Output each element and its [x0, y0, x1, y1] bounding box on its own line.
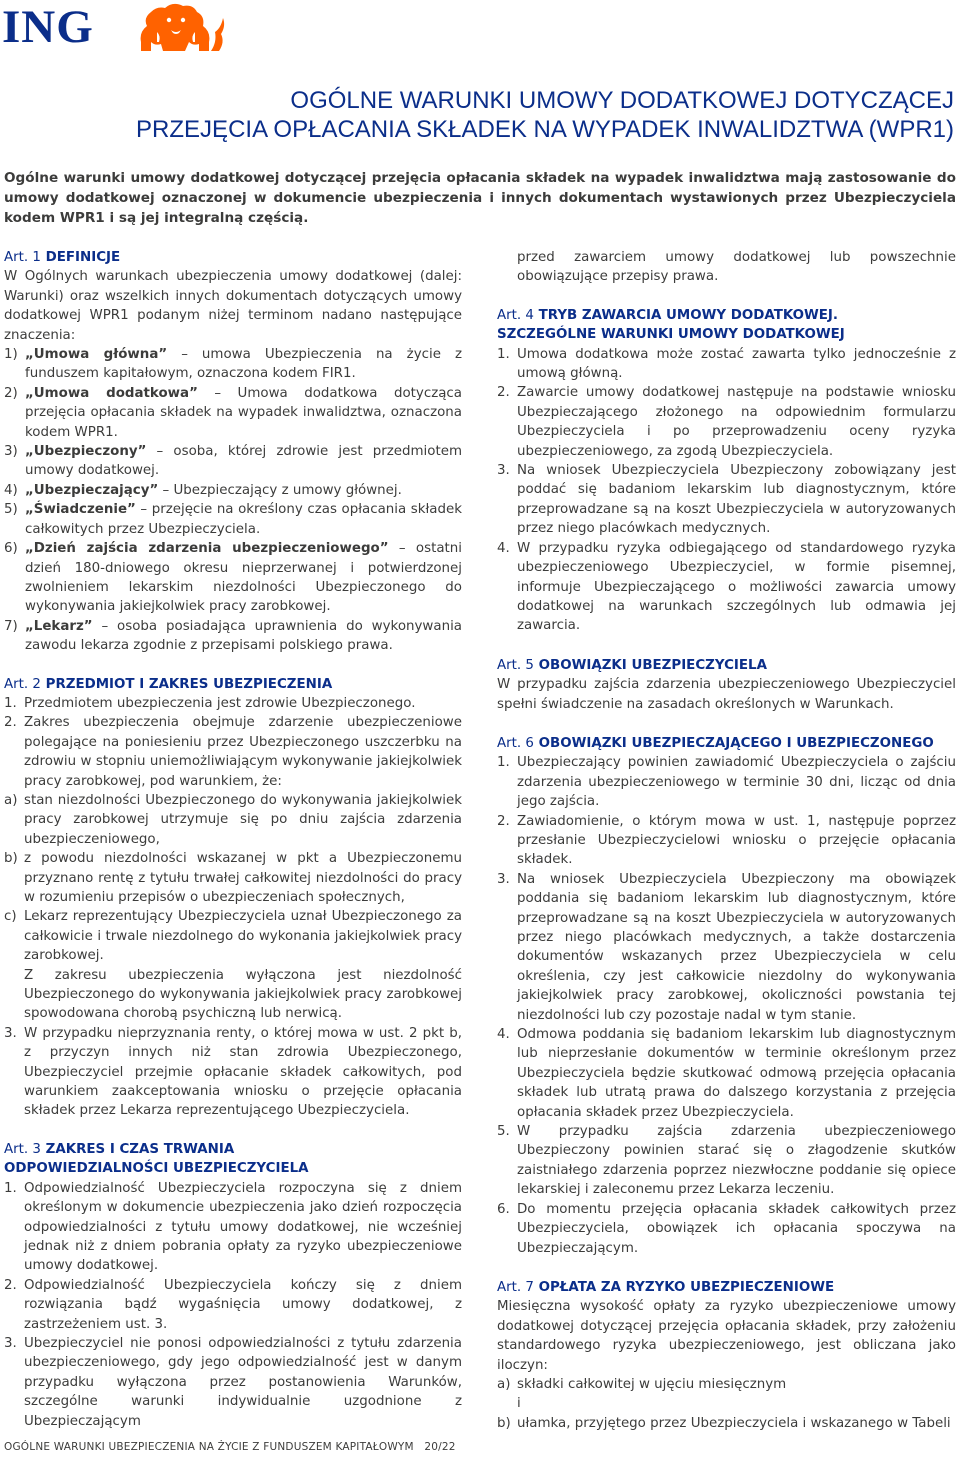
- art1-heading: Art. 1 DEFINICJE: [4, 250, 121, 265]
- right-column: [497, 248, 956, 1433]
- list-item: 2. Zawarcie umowy dodatkowej następuje na podstawie wniosku Ubezpieczającego złożonego na odpowiednim formularzu Ubezpieczyciela i po przeprowadzeniu oceny ryzyka ubezpieczeniowego, za zgodą Ubezpieczyciela.: [497, 385, 956, 459]
- art3-list: [4, 1179, 462, 1431]
- list-item: b) ułamka, przyjętego przez Ubezpieczyciela i wskazanego w Tabeli: [497, 1415, 951, 1431]
- title-line-2: PRZEJĘCIA OPŁACANIA SKŁADEK NA WYPADEK INWALIDZTWA (WPR1): [136, 116, 954, 143]
- left-column: [4, 248, 462, 1431]
- list-item: 2. Zawiadomienie, o którym mowa w ust. 1, następuje poprzez przesłanie Ubezpieczycielowi wniosku o przejęcie opłacania składek.: [497, 813, 956, 868]
- list-item: 1. Ubezpieczający powinien zawiadomić Ubezpieczyciela o zajściu zdarzenia ubezpieczeniowego w terminie 30 dni, licząc od dnia jego zajścia.: [497, 755, 956, 810]
- list-item: 4) „Ubezpieczający” – Ubezpieczający z umowy głównej.: [4, 482, 402, 498]
- art7-list: [497, 1375, 956, 1433]
- footer-text: OGÓLNE WARUNKI UBEZPIECZENIA NA ŻYCIE Z FUNDUSZEM KAPITAŁOWYM: [4, 1441, 414, 1453]
- art5-heading: Art. 5 OBOWIĄZKI UBEZPIECZYCIELA: [497, 657, 767, 673]
- list-item: i: [517, 1396, 521, 1412]
- list-item: 6. Do momentu przejęcia opłacania składek całkowitych przez Ubezpieczyciela, obowiązek ich opłacania spoczywa na Ubezpieczającym.: [497, 1201, 956, 1256]
- page-number: 20/22: [424, 1441, 456, 1453]
- list-item: c) Lekarz reprezentujący Ubezpieczyciela uznał Ubezpieczonego za całkowicie i trwale niezdolnego do wykonania jakiejkolwiek pracy zarobkowej.: [4, 909, 462, 964]
- definitions-list: [4, 345, 462, 656]
- list-item: 3. W przypadku nieprzyznania renty, o której mowa w ust. 2 pkt b, z przyczyn innych niż stan zdrowia Ubezpieczonego, Ubezpieczyciel przejmie opłacanie składek całkowitych, pod warunkiem zaakceptowania wniosku o przejęcie opłacania składek przez Lekarza reprezentującego Ubezpieczyciela.: [4, 1025, 462, 1119]
- list-item: 1. Odpowiedzialność Ubezpieczyciela rozpoczyna się z dniem określonym w dokumencie ubezpieczenia jako dzień rozpoczęcia odpowiedzialności z tytułu umowy dodatkowej, nie wcześniej jednak niż z dniem pobrania opłaty za ryzyko ubezpieczeniowe umowy dodatkowej.: [4, 1180, 462, 1274]
- intro-paragraph: Ogólne warunki umowy dodatkowej dotyczącej przejęcia opłacania składek na wypadek inwalidztwa mają zastosowanie do umowy dodatkowej oznaczonej w dokumencie ubezpieczenia i innych dokumentach wystawionych przez Ubezpieczyciela kodem WPR1 i są jej integralną częścią.: [4, 170, 956, 226]
- art2-exclusion: Z zakresu ubezpieczenia wyłączona jest niezdolność Ubezpieczonego do wykonywania jakiejkolwiek pracy zarobkowej spowodowana chorobą psychiczną lub nerwicą.: [24, 967, 462, 1022]
- logo-wordmark: ING: [2, 1, 94, 53]
- list-item: 2) „Umowa dodatkowa” – Umowa dodatkowa dotycząca przejęcia opłacania składek na wypadek inwalidztwa, oznaczona kodem WPR1.: [4, 385, 463, 440]
- list-item: b) z powodu niezdolności wskazanej w pkt a Ubezpieczonemu przyznano rentę z tytułu trwałej całkowitej niezdolności do pracy w rozumieniu przepisów o ubezpieczeniach społecznych,: [4, 851, 462, 905]
- art2-list: [4, 694, 462, 791]
- art2-sublist: [4, 791, 462, 966]
- title-line-1: OGÓLNE WARUNKI UMOWY DODATKOWEJ DOTYCZĄCEJ: [290, 87, 954, 114]
- list-item: 5. W przypadku zajścia zdarzenia ubezpieczeniowego Ubezpieczony powinien starać się o złagodzenie skutków zaistniałego zdarzenia poprzez niezwłoczne poddanie się opiece lekarskiej i zaleconemu przez Lekarza leczeniu.: [497, 1124, 956, 1198]
- list-item: 2. Zakres ubezpieczenia obejmuje zdarzenie ubezpieczeniowe polegające na poniesieniu przez Ubezpieczonego uszczerbku na zdrowiu w stopniu uniemożliwiającym wykonywanie jakiejkolwiek pracy zarobkowej, pod warunkiem, że:: [4, 715, 462, 789]
- list-item: a) stan niezdolności Ubezpieczonego do wykonywania jakiejkolwiek pracy zarobkowej utrzymuje się po dniu zajścia zdarzenia ubezpieczeniowego,: [4, 792, 462, 847]
- list-item: 7) „Lekarz” – osoba posiadająca uprawnienia do wykonywania zawodu lekarza zgodnie z przepisami polskiego prawa.: [4, 618, 462, 654]
- list-item: 1) „Umowa główna” – umowa Ubezpieczenia na życie z funduszem kapitałowym, oznaczona kodem FIR1.: [4, 347, 462, 382]
- art7-text: Miesięczna wysokość opłaty za ryzyko ubezpieczeniowe umowy dodatkowej dotyczącej przejęcia opłacania składek, przy założeniu standardowego ryzyka ubezpieczeniowego, jest obliczana jako iloczyn:: [497, 1299, 956, 1373]
- art3-heading: Art. 3 ZAKRES I CZAS TRWANIA ODPOWIEDZIALNOŚCI UBEZPIECZYCIELA: [4, 1141, 309, 1177]
- list-item: 1. Przedmiotem ubezpieczenia jest zdrowie Ubezpieczonego.: [4, 695, 416, 711]
- art3-continuation: przed zawarciem umowy dodatkowej lub powszechnie obowiązujące przepisy prawa.: [517, 250, 956, 285]
- list-item: 4. Odmowa poddania się badaniom lekarskim lub diagnostycznym lub nieprzesłanie dokumentów w terminie określonym przez Ubezpieczyciela będzie skutkować odmową przejęcia opłacania składek lub utratą prawa do dalszego korzystania z przejęcia opłacania składek przez Ubezpieczyciela.: [497, 1027, 956, 1120]
- list-item: 1. Umowa dodatkowa może zostać zawarta tylko jednocześnie z umową główną.: [497, 346, 956, 382]
- art6-heading: Art. 6 OBOWIĄZKI UBEZPIECZAJĄCEGO I UBEZPIECZONEGO: [497, 735, 934, 751]
- list-item: 2. Odpowiedzialność Ubezpieczyciela kończy się z dniem rozwiązania bądź wygaśnięcia umowy dodatkowej, z zastrzeżeniem ust. 3.: [4, 1277, 462, 1332]
- list-item: 3) „Ubezpieczony” – osoba, której zdrowie jest przedmiotem umowy dodatkowej.: [4, 444, 462, 479]
- art4-heading: Art. 4 TRYB ZAWARCIA UMOWY DODATKOWEJ. SZCZEGÓLNE WARUNKI UMOWY DODATKOWEJ: [497, 307, 845, 343]
- lion-icon: [133, 2, 227, 52]
- art2-heading: Art. 2 PRZEDMIOT I ZAKRES UBEZPIECZENIA: [4, 676, 333, 692]
- list-item: 3. Ubezpieczyciel nie ponosi odpowiedzialności z tytułu zdarzenia ubezpieczeniowego, gdy jego odpowiedzialność jest w danym przypadku wyłączona przez postanowienia Warunków, szczególne warunki indywidualnie uzgodnione z Ubezpieczającym: [4, 1335, 462, 1429]
- art5-text: W przypadku zajścia zdarzenia ubezpieczeniowego Ubezpieczyciel spełni świadczenie na zasadach określonych w Warunkach.: [497, 677, 956, 712]
- list-item: 6) „Dzień zajścia zdarzenia ubezpieczeniowego” – ostatni dzień 180-dniowego okresu nieprzerwanej i potwierdzonej zwolnieniem lekarskim niezdolności Ubezpieczonego do wykonywania jakiejkolwiek pracy zarobkowej.: [4, 541, 462, 615]
- list-item: 3. Na wniosek Ubezpieczyciela Ubezpieczony zobowiązany jest poddać się badaniom lekarskim lub diagnostycznym, które przeprowadzane są na koszt Ubezpieczyciela w autoryzowanych przez niego placówkach medycznych.: [497, 463, 956, 537]
- page-footer: [4, 1441, 456, 1454]
- art6-list: [497, 753, 956, 1258]
- art7-heading: Art. 7 OPŁATA ZA RYZYKO UBEZPIECZENIOWE: [497, 1279, 835, 1295]
- list-item: 3. Na wniosek Ubezpieczyciela Ubezpieczony ma obowiązek poddania się badaniom lekarskim lub diagnostycznym, które przeprowadzane są na koszt Ubezpieczyciela w autoryzowanych przez niego placówkach medycznych, a także dostarczenia dokumentów wskazanych przez Ubezpieczyciela w celu określenia, czy jest całkowicie niezdolny do wykonywania jakiejkolwiek pracy zarobkowej, okoliczności powstania tej niezdolności lub czy pozostaje nadal w tym stanie.: [497, 871, 956, 1023]
- list-item: a) składki całkowitej w ujęciu miesięcznym: [497, 1376, 787, 1392]
- art1-lead: W Ogólnych warunkach ubezpieczenia umowy dodatkowej (dalej: Warunki) oraz wszelkich innych dokumentach dotyczących umowy dodatkowej WPR1 podanym niżej terminom nadano następujące znaczenia:: [4, 269, 462, 343]
- art4-list: [497, 345, 956, 636]
- list-item: 5) „Świadczenie” – przejęcie na określony czas opłacania składek całkowitych przez Ubezpieczyciela.: [4, 502, 462, 537]
- ing-logo: [2, 2, 228, 52]
- document-title: [136, 86, 954, 144]
- list-item: 4. W przypadku ryzyka odbiegającego od standardowego ryzyka ubezpieczeniowego Ubezpieczyciel, w formie pisemnej, informuje Ubezpieczającego o możliwości zawarcia umowy dodatkowej na warunkach szczególnych lub odmawia jej zawarcia.: [497, 540, 956, 634]
